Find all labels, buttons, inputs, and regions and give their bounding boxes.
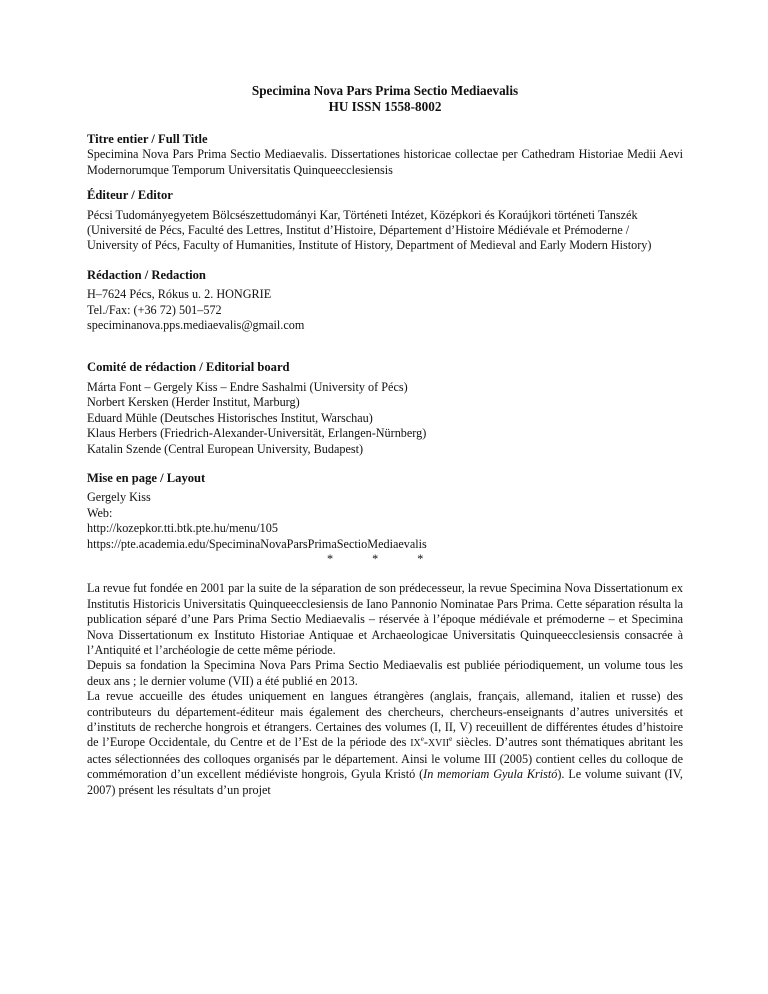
editor-heading: Éditeur / Editor (87, 188, 173, 203)
redaction-section (87, 268, 683, 334)
title-line-1: Specimina Nova Pars Prima Sectio Mediaevalis (251, 83, 519, 98)
url-department[interactable]: http://kozepkor.tti.btk.pte.hu/menu/105 (87, 521, 278, 536)
century-ix: IX (410, 738, 421, 750)
century-xvii: XVII (427, 738, 450, 750)
full-title-heading: Titre entier / Full Title (87, 132, 208, 146)
paragraph-1: La revue fut fondée en 2001 par la suite de la séparation de son prédecesseur, la revue Specimina Nova Dissertationum ex Institutis Historicis Universitatis Quinqueecclesiensis de Iano Pannonio Nominatae Pars Prima. Cette séparation résulta la publication séparé d’une Pars Prima Sectio Mediaevalis – réservée à l’époque médiévale et prémoderne – et Specimina Nova Dissertationum ex Instituto Historiae Antiquae et Archaeologicae Universitatis Quinqueecclesiensis consacrée à l’Antiquité et l’archéologie de cette même période. (87, 581, 683, 657)
editor-en: University of Pécs, Faculty of Humanities, Institute of History, Department of Medieval and Early Modern History) (87, 238, 652, 253)
url-academia[interactable]: https://pte.academia.edu/SpeciminaNovaParsPrimaSectioMediaevalis (87, 536, 427, 551)
editor-section (87, 188, 683, 254)
body-text (87, 581, 683, 798)
redaction-email[interactable]: speciminanova.pps.mediaevalis@gmail.com (87, 318, 305, 333)
board-member: Klaus Herbers (Friedrich-Alexander-Universität, Erlangen-Nürnberg) (87, 426, 427, 441)
redaction-address: H–7624 Pécs, Rókus u. 2. HONGRIE (87, 287, 272, 302)
board-member: Márta Font – Gergely Kiss – Endre Sashalmi (University of Pécs) (87, 379, 408, 394)
board-heading: Comité de rédaction / Editorial board (87, 360, 290, 375)
document-page (87, 83, 683, 798)
board-member: Norbert Kersken (Herder Institut, Marburg) (87, 395, 300, 410)
board-member: Eduard Mühle (Deutsches Historisches Institut, Warschau) (87, 410, 373, 425)
layout-heading: Mise en page / Layout (87, 470, 206, 485)
superscript-e: e (420, 735, 424, 744)
redaction-phone: Tel./Fax: (+36 72) 501–572 (87, 302, 222, 317)
paragraph-3-part-c: ). Le volume suivant (IV, 2007) présent les résultats d’un projet (87, 767, 683, 797)
layout-name: Gergely Kiss (87, 490, 151, 505)
board-section (87, 360, 683, 456)
editor-fr: (Université de Pécs, Faculté des Lettres, Institut d’Histoire, Département d’Histoire Médiévale et Prémoderne / (87, 223, 630, 238)
board-member: Katalin Szende (Central European University, Budapest) (87, 441, 364, 456)
web-label: Web: (87, 505, 113, 520)
full-title-section (87, 132, 683, 178)
issn-line: HU ISSN 1558-8002 (328, 99, 442, 114)
editor-hu: Pécsi Tudományegyetem Bölcsészettudományi Kar, Történeti Intézet, Középkori és Koraújkori történeti Tanszék (87, 207, 638, 222)
paragraph-3-part-a: La revue accueille des études uniquement en langues étrangères (anglais, français, allemand, italien et russe) des contributeurs du département-éditeur mais également des chercheurs, chercheurs-enseignants d’autres universités et d’instituts de recherche hongrois et étrangers. Certaines des volumes (I, II, V) receuillent de différentes études d’histoire de l’Europe Occidentale, du Centre et de l’Est de la période des (87, 689, 683, 750)
layout-section (87, 471, 683, 567)
paragraph-2: Depuis sa fondation la Specimina Nova Pars Prima Sectio Mediaevalis est publiée périodiquement, un volume tous les deux ans ; le dernier volume (VII) a été publié en 2013. (87, 658, 683, 688)
paragraph-3 (87, 689, 683, 798)
superscript-e: e (449, 735, 453, 744)
section-separator: * * * (327, 551, 426, 566)
paragraph-3-part-b: siècles. D’autres sont thématiques abritant les actes sélectionnées des colloques organisés par le département. Ainsi le volume III (2005) contient celles du colloque de commémoration d’un excellent médiéviste hongrois, Gyula Kristó ( (87, 735, 684, 782)
full-title-text: Specimina Nova Pars Prima Sectio Mediaevalis. Dissertationes historicae collectae per Cathedram Historiae Medii Aevi Modernorumque Temporum Universitatis Quinqueecclesiensis (87, 147, 683, 177)
in-memoriam-title: In memoriam Gyula Kristó (423, 767, 558, 782)
page-title (87, 83, 683, 115)
redaction-heading: Rédaction / Redaction (87, 267, 206, 282)
dash: - (423, 735, 428, 750)
